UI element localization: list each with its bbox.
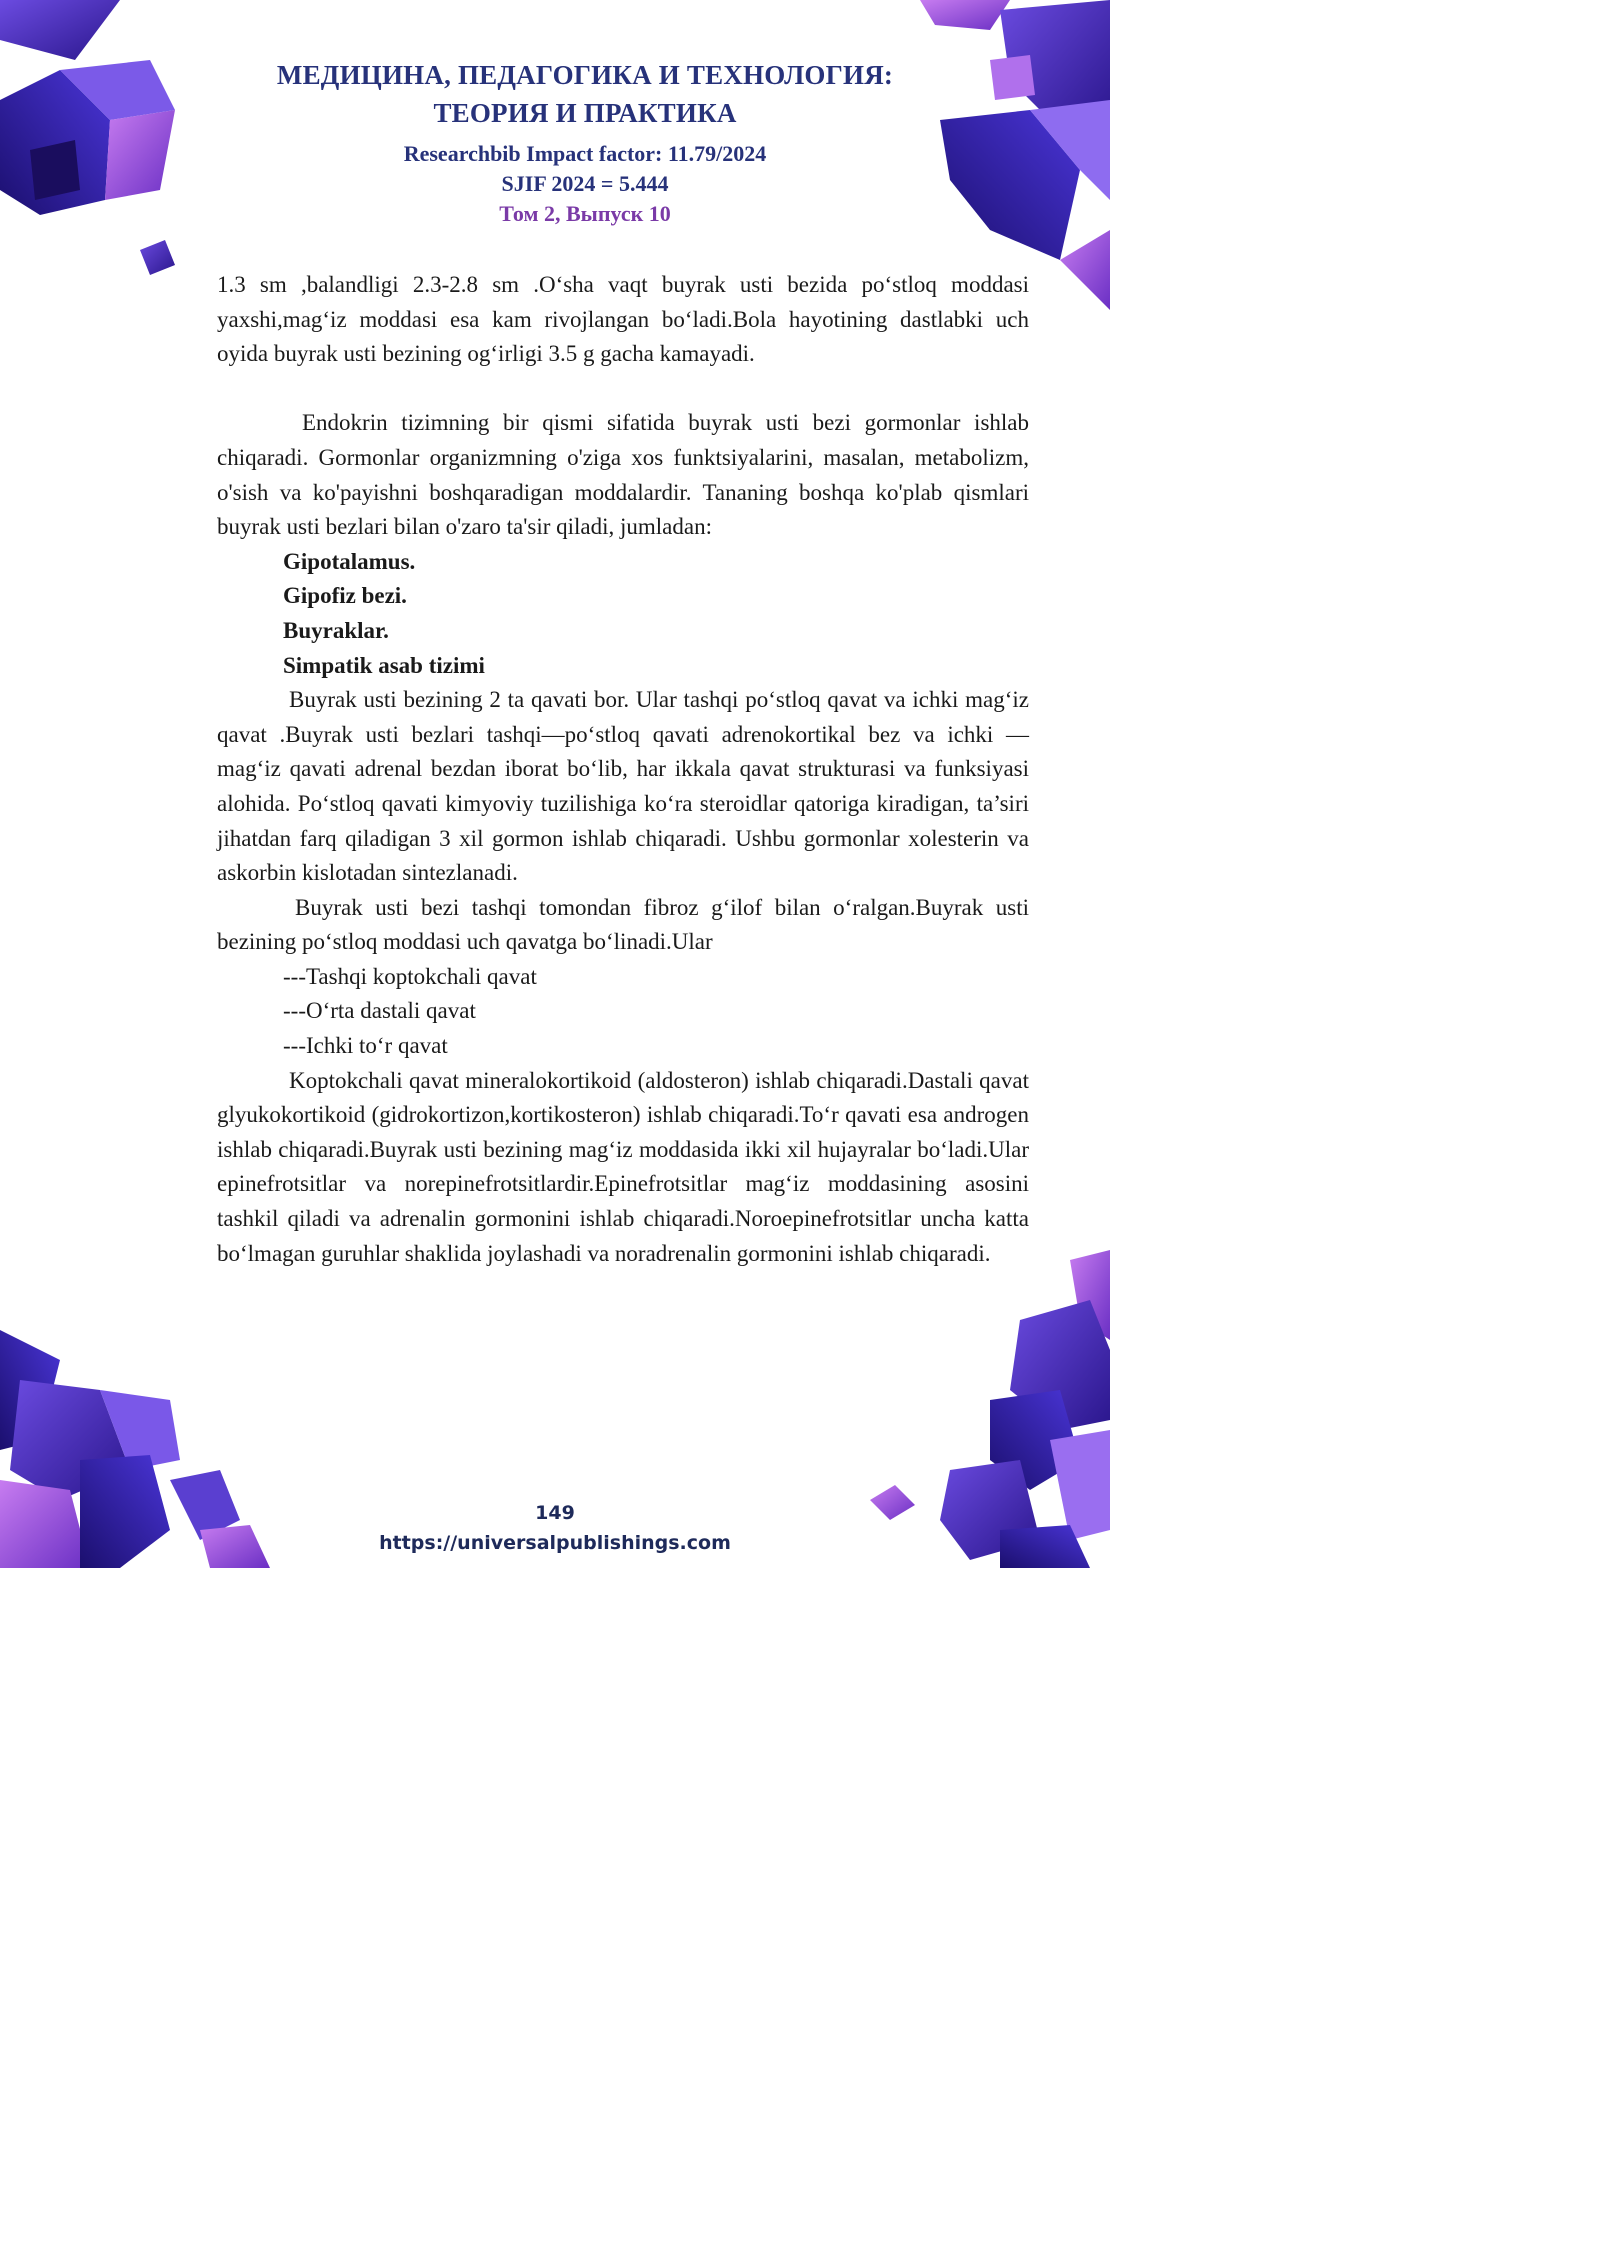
paragraph-gap [217, 372, 1029, 407]
bold-list-item-3: Buyraklar. [283, 617, 389, 643]
bold-list-item-2: Gipofiz bezi. [283, 583, 407, 609]
publisher-url[interactable]: https://universalpublishings.com [379, 1532, 731, 1554]
bold-list-item-4: Simpatik asab tizimi [283, 652, 485, 678]
paragraph-4: Buyrak usti bezi tashqi tomondan fibroz g‘ilof bilan o‘ralgan.Buyrak usti bezining po‘stloq moddasi uch qavatga bo‘linadi.Ular [217, 894, 1029, 955]
impact-factor: Researchbib Impact factor: 11.79/2024 [403, 141, 767, 166]
journal-header [0, 62, 1110, 225]
volume-issue: Том 2, Выпуск 10 [499, 201, 671, 226]
dash-list-item-1: ---Tashqi koptokchali qavat [283, 963, 537, 989]
paragraph-5: Koptokchali qavat mineralokortikoid (aldosteron) ishlab chiqaradi.Dastali qavat glyukokortikoid (gidrokortizon,kortikosteron) ishlab chiqaradi.To‘r qavati esa androgen ishlab chiqaradi.Buyrak usti bezining mag‘iz moddasida ikki xil hujayralar bo‘ladi.Ular epinefrotsitlar va norepinefrotsitlardir.Epinefrotsitlar mag‘iz moddasining asosini tashkil qiladi va adrenalin gormonini ishlab chiqaradi.Noroepinefrotsitlar uncha katta bo‘lmagan guruhlar shaklida joylashadi va noradrenalin gormonini ishlab chiqaradi. [217, 1067, 1029, 1266]
journal-title-line1: МЕДИЦИНА, ПЕДАГОГИКА И ТЕХНОЛОГИЯ: [276, 60, 894, 90]
bold-list-item-1: Gipotalamus. [283, 548, 416, 574]
paragraph-2: Endokrin tizimning bir qismi sifatida buyrak usti bezi gormonlar ishlab chiqaradi. Gormonlar organizmning o'ziga xos funktsiyalarini, masalan, metabolizm, o'sish va ko'payishni boshqaradigan moddalardir. Tananing boshqa ko'plab qismlari buyrak usti bezlari bilan o'zaro ta'sir qiladi, jumladan: [217, 410, 1029, 540]
dash-list-item-3: ---Ichki to‘r qavat [283, 1033, 448, 1059]
journal-title-line2: ТЕОРИЯ И ПРАКТИКА [433, 98, 737, 128]
page-number: 149 [535, 1502, 575, 1524]
paragraph-3: Buyrak usti bezining 2 ta qavati bor. Ular tashqi po‘stloq qavat va ichki mag‘iz qavat .Buyrak usti bezlari tashqi—po‘stloq qavati adrenokortikal bez va ichki — mag‘iz qavati adrenal bezdan iborat bo‘lib, har ikkala qavat strukturasi va funksiyasi alohida. Po‘stloq qavati kimyoviy tuzilishiga ko‘ra steroidlar qatoriga kiradigan, ta’siri jihatdan farq qiladigan 3 xil gormon ishlab chiqaradi. Ushbu gormonlar xolesterin va askorbin kislotadan sintezlanadi. [217, 687, 1029, 886]
sjif-factor: SJIF 2024 = 5.444 [501, 171, 669, 196]
article-body [217, 268, 1029, 1271]
dash-list-item-2: ---O‘rta dastali qavat [283, 998, 476, 1024]
paragraph-1: 1.3 sm ,balandligi 2.3-2.8 sm .O‘sha vaqt buyrak usti bezida po‘stloq moddasi yaxshi,mag‘iz moddasi esa kam rivojlangan bo‘ladi.Bola hayotining dastlabki uch oyida buyrak usti bezining og‘irligi 3.5 g gacha kamayadi. [217, 272, 1029, 367]
